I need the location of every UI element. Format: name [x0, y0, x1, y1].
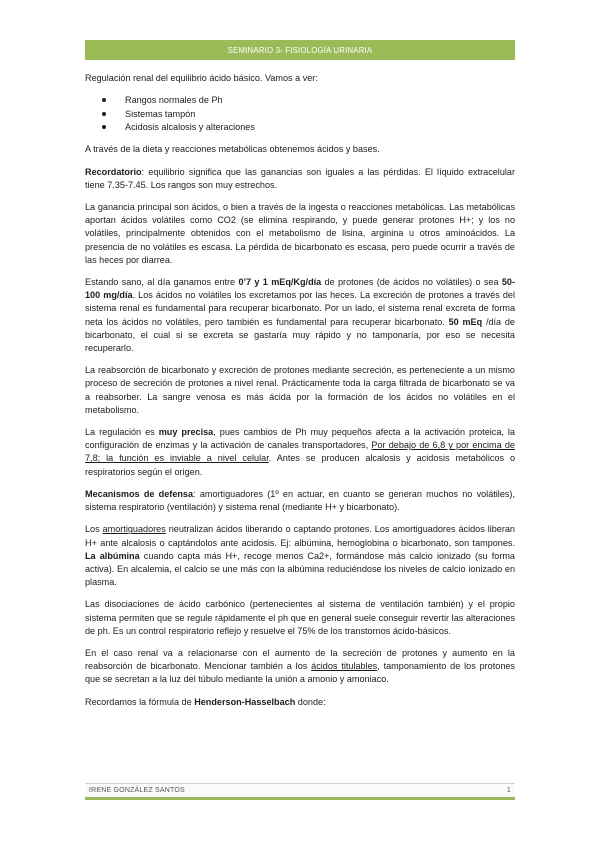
document-body: [85, 72, 515, 718]
list-item: Rangos normales de Ph: [85, 94, 515, 107]
paragraph-regulation: La regulación es muy precisa, pues cambios de Ph muy pequeños afecta a la activación proteica, la configuración de enzimas y la activación de canales transportadores, Por debajo de 6,8 y por encima de 7,8; la función es inviable a nivel celular. Antes se producen alcalosis y acidosis metabólicos o respiratorios según el origen.: [85, 427, 516, 477]
paragraph-renal: En el caso renal va a relacionarse con el aumento de la secreción de protones y aumento en la reabsorción de bicarbonato. Mencionar también a los ácidos titulables, tamponamiento de los protones que se secretan a la luz del túbulo mediante la unión a amonio y amoniaco.: [85, 647, 515, 685]
paragraph-reminder: Recordatorio: equilibrio significa que las ganancias son iguales a las pérdidas. El líquido extracelular tiene 7.35-7.45. Los rangos son muy estrechos.: [85, 166, 515, 190]
bullet-icon: [102, 125, 106, 129]
bullet-icon: [102, 112, 106, 116]
list-item: Sistemas tampón: [85, 108, 515, 121]
paragraph-formula: Recordamos la fórmula de Henderson-Hasselbach donde:: [85, 696, 326, 707]
paragraph-defense-mechanisms: Mecanismos de defensa: amortiguadores (1º en actuar, en cuanto se generan muchos no volátiles), sistema respiratorio (ventilación) y sistema renal (mediante H+ y bicarbonato).: [85, 488, 515, 513]
paragraph-acid-gain: La ganancia principal son ácidos, o bien a través de la ingesta o reacciones metabólicas. Las metabólicas aportan ácidos volátiles como CO2 (se elimina respirando, y puede generar protones H+; y los no volátiles, principalmente obtenidos con el metabolismo de lisina, arginina u otros aminoácidos. La presencia de no volátiles es escasa. La pérdida de bicarbonato es escasa, pero puede ocurrir a través de las heces por diarrea.: [85, 202, 515, 265]
author-name: IRENE GONZÁLEZ SANTOS: [89, 787, 185, 794]
intro-paragraph: Regulación renal del equilibrio ácido básico. Vamos a ver:: [85, 73, 318, 83]
paragraph-buffers: Los amortiguadores neutralizan ácidos liberando o captando protones. Los amortiguadores ácidos liberan H+ ante alcalosis o captándolos ante acidosis. Ej: albúmina, hemoglobina o bicarbonato, son tampones. La albúmina cuando capta más H+, recoge menos Ca2+, formándose más calcio ionizado (su forma activa). En alcalemia, el calcio se une más con la albúmina reduciéndose los niveles de calcio ionizado en plasma.: [85, 524, 515, 588]
bullet-icon: [102, 98, 106, 102]
paragraph-daily-gain: Estando sano, al día ganamos entre 0’7 y 1 mEq/Kg/día de protones (de ácidos no volátiles) o sea 50-100 mg/día. Los ácidos no volátiles los excretamos por las heces. La excreción de protones a través del sistema renal es fundamental para recuperar bicarbonato. Por un lado, el sistema renal excreta de forma neta los ácidos no volátiles, pero también es fundamental para recuperar bicarbonato. 50 mEq /día de bicarbonato, el cual si se excreta se gastaría muy rápido y no tamponaría, por eso se necesita recuperarlo.: [85, 277, 515, 354]
document-title: SEMINARIO 3- FISIOLOGÍA URINARIA: [227, 45, 373, 55]
page-number: 1: [506, 787, 511, 794]
page-header-banner: [85, 40, 515, 60]
page-footer: [85, 783, 515, 800]
paragraph-diet: A través de la dieta y reacciones metabólicas obtenemos ácidos y bases.: [85, 144, 380, 155]
topics-list: [85, 94, 515, 134]
list-item: Acidosis alcalosis y alteraciones: [85, 121, 515, 134]
paragraph-carbonic-acid: Las disociaciones de ácido carbónico (pertenecientes al sistema de ventilación también) y el propio sistema permiten que se regule rápidamente el ph que en general suele conseguir revertir las alteraciones de ph. Es un control respiratorio reflejo y resuelve el 75% de los transtornos ácido-básicos.: [85, 599, 515, 636]
paragraph-reabsorption: La reabsorción de bicarbonato y excreción de protones mediante secreción, es perteneciente a un mismo proceso de secreción de protones a nivel renal. Prácticamente toda la carga filtrada de bicarbonato se va a reabsorber. La sangre venosa es más ácida por la formación de los ácidos no volátiles en el metabolismo.: [85, 365, 515, 415]
